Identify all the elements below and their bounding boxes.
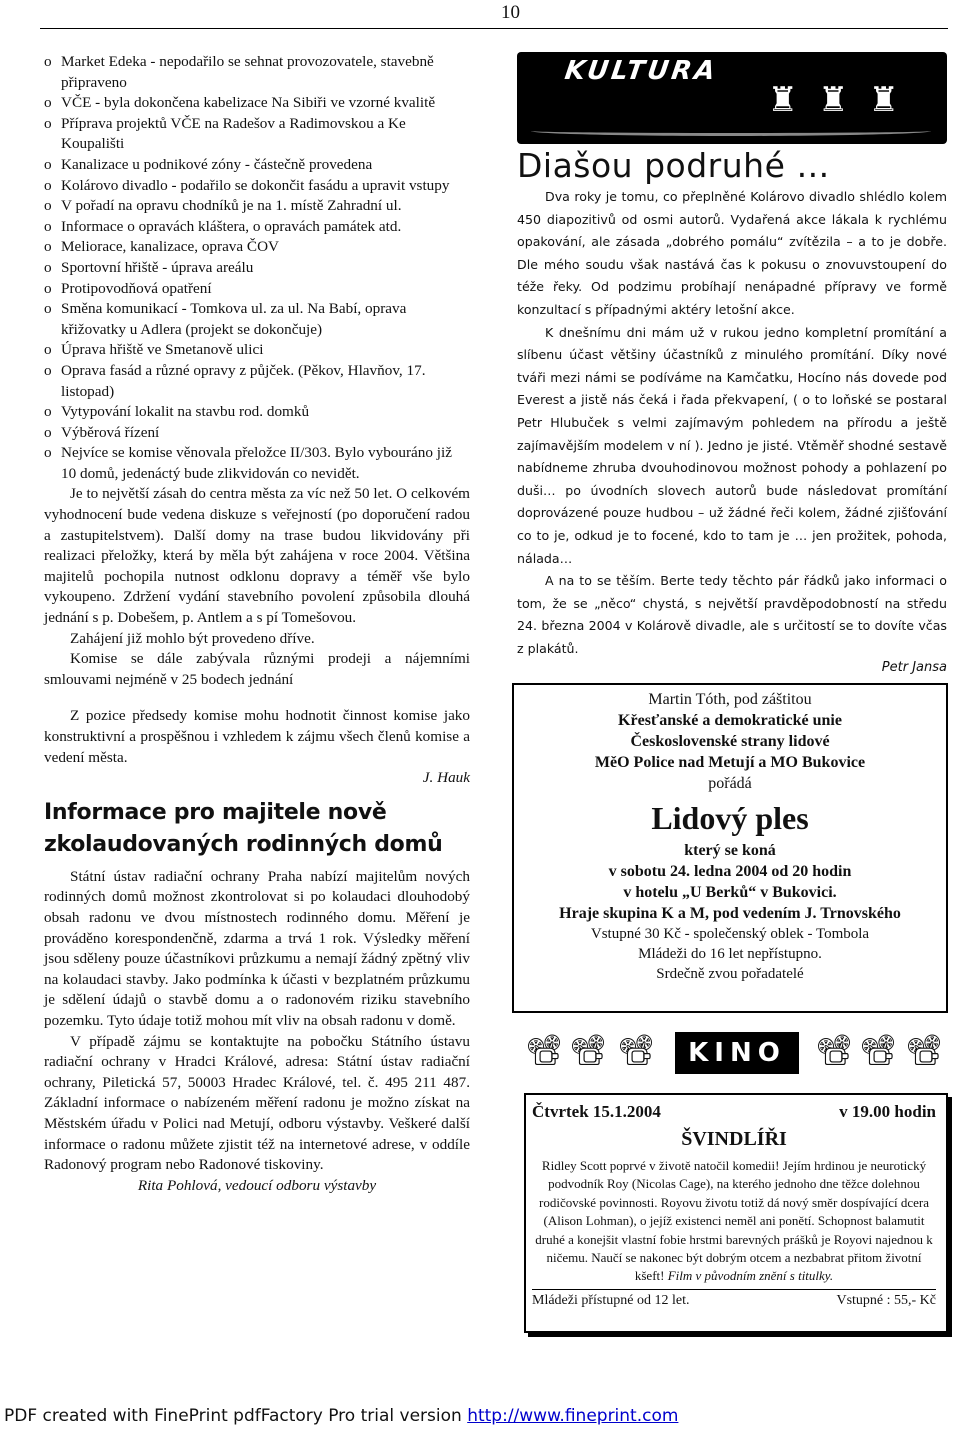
invite-line: v hotelu „U Berků“ v Bukovici.	[623, 884, 837, 901]
bullet-marker: o	[44, 279, 52, 297]
list-item-text: Oprava fasád a různé opravy z půjček. (Pěkov, Hlavňov, 17. listopad)	[61, 361, 426, 400]
article-title: Diašou podruhé …	[517, 146, 830, 185]
list-item-text: Protipovodňová opatření	[61, 279, 212, 297]
list-item	[44, 299, 470, 340]
invite-line: Martin Tóth, pod záštitou	[648, 691, 812, 708]
list-item-text: Vytypování lokalit na stavbu rod. domků	[61, 403, 310, 421]
invite-line: Mládeži do 16 let nepřístupno.	[638, 946, 822, 962]
bullet-marker: o	[44, 53, 52, 70]
film-description	[532, 1157, 936, 1286]
bullet-marker: o	[44, 341, 52, 359]
list-item	[44, 93, 470, 114]
kultura-banner	[517, 52, 947, 144]
invite-line: Vstupné 30 Kč - společenský oblek - Tombola	[590, 926, 870, 942]
paragraph: A na to se těším. Berte tedy těchto pár řádků jako informaci o tom, že se „něco“ chystá, s největší pravděpodobností na středu 24. března 2004 v Kolárově divadle, ale s určitostí se to dovíte včas z plakátů.	[517, 573, 947, 656]
ticket-price: Vstupné : 55,- Kč	[836, 1292, 936, 1308]
list-item	[44, 237, 470, 258]
list-item-text: V pořadí na opravu chodníků je na 1. místě Zahradní ul.	[61, 197, 402, 215]
screening-row	[532, 1101, 936, 1123]
paragraph: K dnešnímu dni mám už v rukou jedno kompletní promítání a slíbenu účast většiny účastníků z minulého promítání. Díky nové tváři mezi námi se podíváme na Kamčatku, Hocíno nás dovede pod Everest a jistě nás čeká i řada překvapení, ( o to loňské se postaral Petr Hlubuček s velmi zajímavým pohledem na přírodu a ještě zajímavějším modelem v ní ). Jedno je jisté. Vtěměř shodné sestavě nabídneme zhruba dvouhodinovou možnost pohody a pohlazení po duši… po úvodních slovech autorů bude následovat promítání doprovázené pouze hudbou – už žádné řeči kolem, žádné zjišťování co to je, odkud je to focené, kdo to tam je … jen prožitek, pohoda, nálada…	[517, 324, 947, 566]
list-item	[44, 443, 470, 484]
list-item-text: Sportovní hřiště - úprava areálu	[61, 258, 254, 276]
film-camera-icon: 📽	[815, 1034, 854, 1067]
list-item-text: VČE - byla dokončena kabelizace Na Sibiři ve vzorné kvalitě	[61, 94, 436, 112]
list-item	[44, 361, 470, 402]
list-item	[44, 114, 470, 155]
bullet-marker: o	[44, 155, 52, 173]
pdf-footer-text: PDF created with FinePrint pdfFactory Pro trial version	[4, 1406, 468, 1426]
film-camera-icon: 📽	[617, 1034, 656, 1067]
list-item-text: Výběrová řízení	[61, 423, 160, 441]
signature: J. Hauk	[422, 769, 470, 787]
list-item	[44, 423, 470, 444]
list-item-text: Kolárovo divadlo - podařilo se dokončit fasádu a upravit vstupy	[61, 176, 450, 194]
invite-line: MěO Police nad Metují a MO Bukovice	[594, 754, 866, 771]
paragraph: Komise se dále zabývala různými prodeji a nájemními smlouvami nejméně v 25 bodech jednání	[44, 650, 470, 688]
bullet-marker: o	[44, 361, 52, 379]
age-restriction: Mládeži přístupné od 12 let.	[532, 1292, 690, 1308]
invite-line: pořádá	[708, 775, 752, 792]
bullet-marker: o	[44, 258, 52, 276]
kino-banner	[525, 1030, 945, 1076]
bullet-marker: o	[44, 300, 52, 318]
bullet-marker: o	[44, 444, 52, 462]
kino-label: KINO	[675, 1032, 799, 1074]
list-item	[44, 258, 470, 279]
film-camera-icon: 📽	[525, 1034, 564, 1067]
film-description-text: Ridley Scott poprvé v životě natočil komedii! Jejím hrdinou je neurotický podvodník Roy (Nicolas Cage), na kterého jednoho dne těžce dolehnou rodičovské povinnosti. Royovu životu totiž dá nový směr dospívající dcera (Alison Lohman), o jejíž existenci neměl ani ponětí. Schopnost balamutit druhé a konejšit vlastní fobie hrstmi barevných prášků je Royovi najednou k ničemu. Naučí se nakonec být dobrým otcem a nezbabrat přitom životní kšeft!	[535, 1158, 933, 1284]
screening-time: v 19.00 hodin	[839, 1102, 936, 1121]
pdf-footer	[4, 1406, 678, 1426]
bullet-marker: o	[44, 114, 52, 132]
invite-line: v sobotu 24. ledna 2004 od 20 hodin	[608, 863, 852, 880]
bullet-marker: o	[44, 238, 52, 256]
paragraph: V případě zájmu se kontaktujte na pobočku Státního ústavu radiační ochrany v Hradci Králové, adresa: Státní ústav radiační ochrany, Piletická 57, 50003 Hradec Králové, tel. č. 495 211 487. Základní informace o nabízeném měření radonu je možno získat na Městském úřadu v Polici nad Metují, odboru výstavby. Veškeré další informace o radonu můžete zjistit též na internetové adrese, v oddíle Radonový program nebo Radonové tiskoviny.	[44, 1032, 470, 1174]
list-item	[44, 176, 470, 197]
list-item	[44, 340, 470, 361]
bullet-marker: o	[44, 217, 52, 235]
radon-heading: Informace pro majitele nově zkolaudovaných rodinných domů	[44, 799, 443, 857]
list-item	[44, 155, 470, 176]
signature: Rita Pohlová, vedoucí odboru výstavby	[137, 1176, 377, 1194]
bullet-marker: o	[44, 403, 52, 421]
list-item-text: Kanalizace u podnikové zóny - částečně provedena	[61, 155, 373, 173]
bullet-marker: o	[44, 176, 52, 194]
film-camera-icon: 📽	[905, 1034, 944, 1067]
invite-line: Československé strany lidové	[630, 733, 830, 750]
list-item-text: Směna komunikací - Tomkova ul. za ul. Na Babí, oprava křižovatky u Adlera (projekt se dokončuje)	[61, 300, 407, 338]
ball-invitation-box	[512, 683, 948, 1013]
invite-line: Srdečně zvou pořadatelé	[656, 966, 804, 982]
kultura-article	[517, 146, 947, 675]
list-item	[44, 52, 470, 93]
paragraph: Státní ústav radiační ochrany Praha nabízí majitelům nových rodinných domů možnost zkontrolovat si po kolaudaci dlouhodobý obsah radonu ve dvou místnostech rodinného domu. Měření je prováděno korespondenčně, zdarma a trvá 1 rok. Výsledky měření jsou sděleny pouze účastníkovi průzkumu a nemají žádný zpětný vliv na kolaudaci stavby. Jako podmínka k účasti v bezplatném průzkumu je sdělení údajů o stavbě domu a o radonovém riziku stavebního pozemku. Tyto údaje totiž mohou mít vliv na obsah radonu v domě.	[44, 867, 470, 1029]
list-item	[44, 196, 470, 217]
committee-list	[44, 52, 470, 484]
fineprint-link[interactable]: http://www.fineprint.com	[467, 1406, 679, 1426]
list-item-text: Úprava hřiště ve Smetanově ulici	[61, 341, 264, 359]
list-item-text: Informace o opravách kláštera, o opravách památek atd.	[61, 217, 402, 235]
list-item	[44, 279, 470, 300]
paragraph: Je to největší zásah do centra města za víc než 50 let. O celkovém vyhodnocení bude vedena diskuze s veřejností (po doporučení radou a zastupitelstvem). Další domy na trase budou likvidovány při realizaci přeložky, která by měla být zahájena v roce 2004. Většina majitelů pochopila nutnost odklonu dopravy a téměř vše bylo vykoupeno. Zdržení vydání stavebního povolení způsobila dlouhá jednání s p. Dobešem, p. Antlem a s pí Tomešovou.	[44, 485, 470, 627]
list-item	[44, 217, 470, 238]
paragraph: Z pozice předsedy komise mohu hodnotit činnost komise jako konstruktivní a prospěšnou i vzhledem k zájmu všech členů komise a vedení města.	[44, 707, 470, 766]
paragraph: Zahájení již mohlo být provedeno dříve.	[70, 629, 315, 647]
invite-line: který se koná	[684, 842, 776, 859]
chess-pieces-icon: ♜♜♜	[767, 82, 919, 119]
page-number: 10	[501, 2, 520, 23]
signature: Petr Jansa	[881, 660, 947, 676]
paragraph: Dva roky je tomu, co přeplněné Kolárovo divadlo shlédlo kolem 450 diapozitivů od osmi autorů. Vydařená akce lákala k rychlému opakování, ale zásada „dobrého pomálu“ zvítězila – a to je dobře. Dle mého soudu však nastává čas k pokusu o znovuvstoupení do téže řeky. Od podzimu probíhají nenápadné přípravy ve formě konzultací s případnými aktéry letošní akce.	[517, 189, 947, 317]
film-camera-icon: 📽	[569, 1034, 608, 1067]
film-language-note: Film v původním znění s titulky.	[667, 1268, 834, 1284]
bullet-marker: o	[44, 423, 52, 441]
header-rule	[40, 28, 948, 29]
banner-decoration	[531, 126, 931, 136]
film-camera-icon: 📽	[859, 1034, 898, 1067]
kino-footer	[532, 1289, 936, 1310]
kino-box	[524, 1093, 948, 1333]
list-item-text: Market Edeka - nepodařilo se sehnat provozovatele, stavebně připraveno	[61, 53, 434, 91]
film-title: ŠVINDLÍŘI	[681, 1128, 787, 1150]
banner-title: KULTURA	[562, 56, 720, 86]
list-item-text: Příprava projektů VČE na Radešov a Radimovskou a Ke Koupališti	[61, 114, 406, 153]
bullet-marker: o	[44, 197, 52, 215]
ball-title: Lidový ples	[651, 800, 809, 836]
screening-date: Čtvrtek 15.1.2004	[532, 1102, 661, 1121]
bullet-marker: o	[44, 94, 52, 112]
invite-line: Hraje skupina K a M, pod vedením J. Trnovského	[559, 905, 901, 922]
list-item-text: Nejvíce se komise věnovala přeložce II/303. Bylo vybouráno již 10 domů, jedenáctý bude zlikvidován co nevidět.	[61, 444, 452, 482]
list-item	[44, 402, 470, 423]
left-column	[44, 52, 470, 1196]
list-item-text: Meliorace, kanalizace, oprava ČOV	[61, 238, 280, 256]
invite-line: Křesťanské a demokratické unie	[618, 712, 842, 729]
